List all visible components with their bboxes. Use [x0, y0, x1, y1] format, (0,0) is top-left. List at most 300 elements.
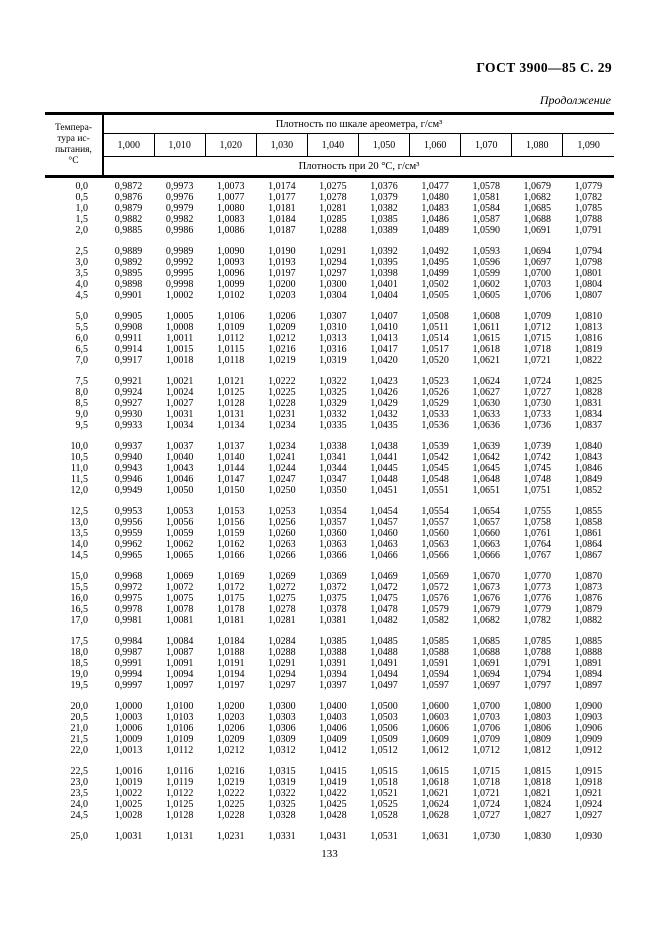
temperature-cell: 21,0 — [70, 723, 88, 734]
density-cell: 0,9901 — [114, 290, 143, 301]
density-cell: 1,0291 — [268, 658, 296, 669]
density-cell: 1,0306 — [268, 723, 296, 734]
density-cell: 1,0184 — [268, 214, 296, 225]
density-cell: 1,0800 — [523, 701, 552, 712]
density-cell: 1,0605 — [472, 290, 500, 301]
density-cell: 1,0354 — [319, 506, 347, 517]
density-cell: 1,0773 — [523, 582, 552, 593]
temperature-cell: 3,5 — [75, 268, 88, 279]
density-cell: 1,0322 — [268, 788, 296, 799]
density-cell: 1,0798 — [574, 257, 603, 268]
density-cell: 1,0779 — [574, 181, 603, 192]
density-cell: 0,9895 — [114, 268, 143, 279]
temperature-cell: 17,5 — [70, 636, 88, 647]
density-cell: 1,0219 — [268, 355, 296, 366]
density-cell: 1,0260 — [268, 528, 296, 539]
density-cell: 1,0075 — [165, 593, 194, 604]
density-cell: 0,9965 — [114, 550, 143, 561]
density-cell: 1,0588 — [421, 647, 449, 658]
density-cell: 1,0065 — [165, 550, 194, 561]
density-cell: 1,0381 — [319, 615, 347, 626]
density-cell: 1,0177 — [268, 192, 296, 203]
temperature-cell: 22,0 — [70, 745, 88, 756]
density-cell: 1,0585 — [421, 636, 449, 647]
density-cell: 1,0593 — [472, 246, 500, 257]
density-cell: 1,0794 — [574, 246, 603, 257]
table-row — [45, 420, 614, 431]
density-table — [45, 112, 614, 842]
column-values-header-row — [45, 134, 614, 157]
density-cell: 1,0275 — [319, 181, 347, 192]
table-row — [45, 550, 614, 561]
density-cell: 1,0727 — [472, 810, 500, 821]
temperature-cell: 20,5 — [70, 712, 88, 723]
group-gap — [45, 496, 614, 506]
density-cell: 1,0209 — [216, 734, 245, 745]
density-cell: 1,0824 — [523, 799, 552, 810]
density-cell: 1,0791 — [574, 225, 603, 236]
density-cell: 1,0582 — [421, 615, 449, 626]
density-cell: 1,0203 — [216, 712, 245, 723]
temperature-cell: 16,5 — [70, 604, 88, 615]
density-cell: 1,0906 — [574, 723, 603, 734]
density-cell: 1,0500 — [370, 701, 398, 712]
temperature-cell: 8,5 — [75, 398, 88, 409]
density-cell: 1,0300 — [268, 701, 296, 712]
density-cell: 1,0897 — [574, 680, 603, 691]
density-cell: 1,0608 — [472, 311, 500, 322]
density-cell: 1,0300 — [319, 279, 347, 290]
group-gap — [45, 821, 614, 831]
density-cell: 1,0709 — [523, 311, 552, 322]
table-row — [45, 745, 614, 756]
density-cell: 1,0560 — [421, 528, 449, 539]
temperature-cell: 25,0 — [70, 831, 88, 842]
density-cell: 1,0053 — [165, 506, 194, 517]
density-cell: 1,0673 — [472, 582, 500, 593]
density-cell: 0,9986 — [165, 225, 194, 236]
density-cell: 1,0011 — [166, 333, 194, 344]
table-row — [45, 279, 614, 290]
density-cell: 0,9997 — [114, 680, 143, 691]
density-cell: 1,0569 — [421, 571, 449, 582]
density-cell: 1,0495 — [421, 257, 449, 268]
density-cell: 1,0512 — [370, 745, 398, 756]
density-cell: 1,0395 — [370, 257, 398, 268]
density-cell: 1,0509 — [370, 734, 398, 745]
density-cell: 1,0602 — [472, 279, 500, 290]
density-cell: 1,0703 — [523, 279, 552, 290]
density-cell: 1,0505 — [421, 290, 449, 301]
density-cell: 1,0086 — [216, 225, 245, 236]
density-cell: 1,0651 — [472, 485, 500, 496]
density-cell: 1,0599 — [472, 268, 500, 279]
density-cell: 1,0801 — [574, 268, 603, 279]
table-row — [45, 441, 614, 452]
density-cell: 0,9876 — [114, 192, 143, 203]
table-row — [45, 177, 614, 193]
density-cell: 1,0618 — [472, 344, 500, 355]
density-cell: 1,0894 — [574, 669, 603, 680]
density-cell: 1,0882 — [574, 615, 603, 626]
group-gap — [45, 431, 614, 441]
density-cell: 1,0118 — [217, 355, 245, 366]
column-value-header: 1,010 — [154, 134, 205, 157]
temperature-cell: 8,0 — [75, 387, 88, 398]
temperature-cell: 13,5 — [70, 528, 88, 539]
density-cell: 1,0591 — [421, 658, 449, 669]
temperature-cell: 5,0 — [75, 311, 88, 322]
density-cell: 1,0109 — [165, 734, 194, 745]
density-cell: 1,0670 — [472, 571, 500, 582]
density-cell: 1,0056 — [165, 517, 194, 528]
temperature-cell: 10,0 — [70, 441, 88, 452]
density-cell: 1,0162 — [216, 539, 245, 550]
density-cell: 0,9882 — [114, 214, 143, 225]
density-cell: 1,0200 — [216, 701, 245, 712]
density-cell: 1,0415 — [319, 766, 347, 777]
density-cell: 1,0328 — [268, 810, 296, 821]
density-cell: 1,0545 — [421, 463, 449, 474]
density-cell: 0,9885 — [114, 225, 143, 236]
density-cell: 1,0648 — [472, 474, 500, 485]
density-cell: 1,0457 — [370, 517, 398, 528]
group-gap-cell — [45, 561, 614, 571]
density-cell: 1,0475 — [370, 593, 398, 604]
density-cell: 1,0388 — [319, 647, 347, 658]
density-cell: 1,0531 — [370, 831, 398, 842]
density-cell: 1,0028 — [114, 810, 143, 821]
density-cell: 1,0091 — [165, 658, 194, 669]
density-cell: 1,0219 — [216, 777, 245, 788]
density-cell: 1,0228 — [268, 398, 296, 409]
hydrometer-scale-header: Плотность по шкале ареометра, г/см³ — [103, 114, 614, 134]
density-cell: 1,0515 — [370, 766, 398, 777]
density-cell: 1,0159 — [216, 528, 245, 539]
density-cell: 1,0006 — [114, 723, 143, 734]
table-row — [45, 528, 614, 539]
temperature-cell: 10,5 — [70, 452, 88, 463]
density-cell: 1,0191 — [216, 658, 245, 669]
density-cell: 1,0697 — [472, 680, 500, 691]
density-cell: 1,0037 — [165, 441, 194, 452]
density-cell: 1,0046 — [165, 474, 194, 485]
density-cell: 1,0584 — [472, 203, 500, 214]
density-cell: 1,0764 — [523, 539, 552, 550]
temperature-cell: 21,5 — [70, 734, 88, 745]
temperature-cell: 0,5 — [75, 192, 88, 203]
density-cell: 1,0116 — [166, 766, 194, 777]
group-gap-cell — [45, 626, 614, 636]
density-cell: 1,0867 — [574, 550, 603, 561]
column-value-header: 1,090 — [563, 134, 614, 157]
group-gap-cell — [45, 366, 614, 376]
table-row — [45, 192, 614, 203]
density-cell: 1,0389 — [370, 225, 398, 236]
density-cell: 1,0400 — [319, 701, 347, 712]
table-row — [45, 214, 614, 225]
density-cell: 0,9905 — [114, 311, 143, 322]
group-gap-cell — [45, 236, 614, 246]
density-cell: 1,0031 — [114, 831, 143, 842]
density-cell: 1,0100 — [165, 701, 194, 712]
density-cell: 1,0821 — [523, 788, 552, 799]
density-cell: 1,0639 — [472, 441, 500, 452]
temperature-cell: 12,0 — [70, 485, 88, 496]
density-cell: 1,0275 — [268, 593, 296, 604]
density-cell: 1,0921 — [574, 788, 603, 799]
density-cell: 1,0578 — [472, 181, 500, 192]
temperature-cell: 0,0 — [75, 181, 88, 192]
table-row — [45, 658, 614, 669]
density-cell: 1,0454 — [370, 506, 398, 517]
density-cell: 1,0628 — [421, 810, 449, 821]
density-cell: 1,0325 — [268, 799, 296, 810]
density-cell: 1,0256 — [268, 517, 296, 528]
density-cell: 1,0448 — [370, 474, 398, 485]
density-cell: 1,0150 — [216, 485, 245, 496]
density-cell: 1,0398 — [370, 268, 398, 279]
density-cell: 1,0712 — [523, 322, 552, 333]
density-cell: 1,0469 — [370, 571, 398, 582]
density-cell: 1,0576 — [421, 593, 449, 604]
density-cell: 1,0200 — [268, 279, 296, 290]
density-cell: 1,0529 — [421, 398, 449, 409]
density-cell: 1,0018 — [165, 355, 194, 366]
temperature-cell: 17,0 — [70, 615, 88, 626]
group-gap — [45, 691, 614, 701]
density-cell: 1,0712 — [472, 745, 500, 756]
table-row — [45, 647, 614, 658]
density-cell: 1,0174 — [268, 181, 296, 192]
temperature-cell: 19,5 — [70, 680, 88, 691]
density-cell: 1,0429 — [370, 398, 398, 409]
density-cell: 1,0031 — [165, 409, 194, 420]
density-cell: 1,0008 — [165, 322, 194, 333]
density-cell: 1,0492 — [421, 246, 449, 257]
table-row — [45, 604, 614, 615]
density-cell: 0,9898 — [114, 279, 143, 290]
density-cell: 1,0431 — [319, 831, 347, 842]
density-cell: 1,0903 — [574, 712, 603, 723]
temperature-cell: 4,5 — [75, 290, 88, 301]
density-cell: 1,0131 — [216, 409, 245, 420]
density-cell: 1,0021 — [165, 376, 194, 387]
density-cell: 1,0166 — [216, 550, 245, 561]
density-cell: 1,0106 — [165, 723, 194, 734]
density-cell: 0,9930 — [114, 409, 143, 420]
table-row — [45, 463, 614, 474]
density-cell: 1,0216 — [268, 344, 296, 355]
density-cell: 1,0281 — [268, 615, 296, 626]
table-row — [45, 766, 614, 777]
density-cell: 1,0078 — [165, 604, 194, 615]
density-cell: 1,0724 — [472, 799, 500, 810]
density-cell: 1,0291 — [319, 246, 347, 257]
table-row — [45, 398, 614, 409]
density-cell: 1,0372 — [319, 582, 347, 593]
density-cell: 1,0566 — [421, 550, 449, 561]
density-cell: 1,0810 — [574, 311, 603, 322]
density-cell: 0,9998 — [165, 279, 194, 290]
density-cell: 1,0730 — [523, 398, 552, 409]
density-cell: 1,0212 — [216, 745, 245, 756]
table-row — [45, 799, 614, 810]
table-row — [45, 810, 614, 821]
density-cell: 1,0397 — [319, 680, 347, 691]
density-cell: 1,0600 — [421, 701, 449, 712]
table-row — [45, 571, 614, 582]
density-cell: 1,0822 — [574, 355, 603, 366]
density-cell: 1,0428 — [319, 810, 347, 821]
density-cell: 1,0423 — [370, 376, 398, 387]
density-cell: 1,0615 — [421, 766, 449, 777]
density-cell: 1,0297 — [268, 680, 296, 691]
density-cell: 1,0563 — [421, 539, 449, 550]
density-cell: 1,0606 — [421, 723, 449, 734]
density-cell: 1,0779 — [523, 604, 552, 615]
density-cell: 0,9979 — [165, 203, 194, 214]
group-gap-cell — [45, 821, 614, 831]
table-row — [45, 636, 614, 647]
density-cell: 1,0900 — [574, 701, 603, 712]
group-gap-cell — [45, 496, 614, 506]
density-cell: 1,0093 — [216, 257, 245, 268]
density-cell: 1,0310 — [319, 322, 347, 333]
density-cell: 1,0250 — [268, 485, 296, 496]
density-cell: 1,0508 — [421, 311, 449, 322]
density-cell: 1,0700 — [472, 701, 500, 712]
temperature-cell: 9,0 — [75, 409, 88, 420]
density-cell: 1,0188 — [216, 647, 245, 658]
density-cell: 1,0385 — [319, 636, 347, 647]
density-cell: 0,9956 — [114, 517, 143, 528]
table-row — [45, 355, 614, 366]
density-cell: 1,0782 — [574, 192, 603, 203]
density-cell: 0,9872 — [114, 181, 143, 192]
density-cell: 1,0097 — [165, 680, 194, 691]
density-cell: 1,0332 — [319, 409, 347, 420]
temperature-cell: 22,5 — [70, 766, 88, 777]
density-cell: 1,0706 — [472, 723, 500, 734]
density-cell: 1,0503 — [370, 712, 398, 723]
temperature-cell: 3,0 — [75, 257, 88, 268]
density-cell: 1,0278 — [268, 604, 296, 615]
density-cell: 1,0785 — [523, 636, 552, 647]
density-cell: 1,0477 — [421, 181, 449, 192]
density-cell: 1,0825 — [574, 376, 603, 387]
density-cell: 1,0445 — [370, 463, 398, 474]
density-cell: 1,0715 — [472, 766, 500, 777]
table-row — [45, 268, 614, 279]
density-cell: 1,0694 — [472, 669, 500, 680]
density-cell: 1,0806 — [523, 723, 552, 734]
density-cell: 1,0313 — [319, 333, 347, 344]
density-cell: 1,0382 — [370, 203, 398, 214]
density-cell: 1,0122 — [165, 788, 194, 799]
density-cell: 1,0083 — [216, 214, 245, 225]
density-cell: 0,9978 — [114, 604, 143, 615]
table-row — [45, 203, 614, 214]
density-cell: 0,9991 — [114, 658, 143, 669]
density-cell: 0,9911 — [114, 333, 143, 344]
temperature-cell: 24,5 — [70, 810, 88, 821]
table-row — [45, 582, 614, 593]
density-cell: 1,0096 — [216, 268, 245, 279]
group-gap — [45, 366, 614, 376]
table-row — [45, 506, 614, 517]
density-cell: 1,0284 — [268, 636, 296, 647]
density-cell: 1,0013 — [114, 745, 143, 756]
density-cell: 1,0706 — [523, 290, 552, 301]
density-cell: 1,0392 — [370, 246, 398, 257]
density-cell: 1,0225 — [216, 799, 245, 810]
table-row — [45, 669, 614, 680]
density-cell: 0,9982 — [165, 214, 194, 225]
density-cell: 1,0827 — [523, 810, 552, 821]
density-cell: 1,0870 — [574, 571, 603, 582]
table-row — [45, 701, 614, 712]
density-cell: 1,0767 — [523, 550, 552, 561]
density-cell: 0,9989 — [165, 246, 194, 257]
density-cell: 1,0466 — [370, 550, 398, 561]
density-cell: 1,0432 — [370, 409, 398, 420]
density-cell: 1,0197 — [268, 268, 296, 279]
density-cell: 1,0025 — [114, 799, 143, 810]
table-row — [45, 680, 614, 691]
density-cell: 1,0739 — [523, 441, 552, 452]
density-cell: 1,0551 — [421, 485, 449, 496]
group-gap — [45, 301, 614, 311]
density-cell: 0,9943 — [114, 463, 143, 474]
density-cell: 1,0247 — [268, 474, 296, 485]
page-number: 133 — [321, 848, 338, 860]
density-cell: 1,0019 — [114, 777, 143, 788]
density-cell: 1,0506 — [370, 723, 398, 734]
density-cell: 1,0034 — [165, 420, 194, 431]
density-cell: 1,0181 — [216, 615, 245, 626]
density-cell: 1,0782 — [523, 615, 552, 626]
density-cell: 1,0846 — [574, 463, 603, 474]
density-cell: 1,0294 — [268, 669, 296, 680]
density-cell: 1,0027 — [165, 398, 194, 409]
density-cell: 1,0828 — [574, 387, 603, 398]
density-cell: 0,9927 — [114, 398, 143, 409]
density-cell: 1,0460 — [370, 528, 398, 539]
density-cell: 1,0125 — [165, 799, 194, 810]
density-cell: 1,0187 — [268, 225, 296, 236]
density-cell: 1,0426 — [370, 387, 398, 398]
table-row — [45, 723, 614, 734]
density-cell: 1,0263 — [268, 539, 296, 550]
density-cell: 1,0676 — [472, 593, 500, 604]
density-cell: 1,0422 — [319, 788, 347, 799]
density-cell: 1,0209 — [268, 322, 296, 333]
density-cell: 1,0451 — [370, 485, 398, 496]
density-cell: 1,0228 — [216, 810, 245, 821]
temperature-cell: 14,5 — [70, 550, 88, 561]
density-cell: 1,0003 — [114, 712, 143, 723]
density-cell: 1,0303 — [268, 712, 296, 723]
table-row — [45, 225, 614, 236]
table-row — [45, 593, 614, 604]
density-cell: 1,0115 — [217, 344, 245, 355]
density-cell: 1,0596 — [472, 257, 500, 268]
density-cell: 1,0094 — [165, 669, 194, 680]
density-cell: 1,0222 — [216, 788, 245, 799]
density-cell: 1,0660 — [472, 528, 500, 539]
temperature-cell: 20,0 — [70, 701, 88, 712]
